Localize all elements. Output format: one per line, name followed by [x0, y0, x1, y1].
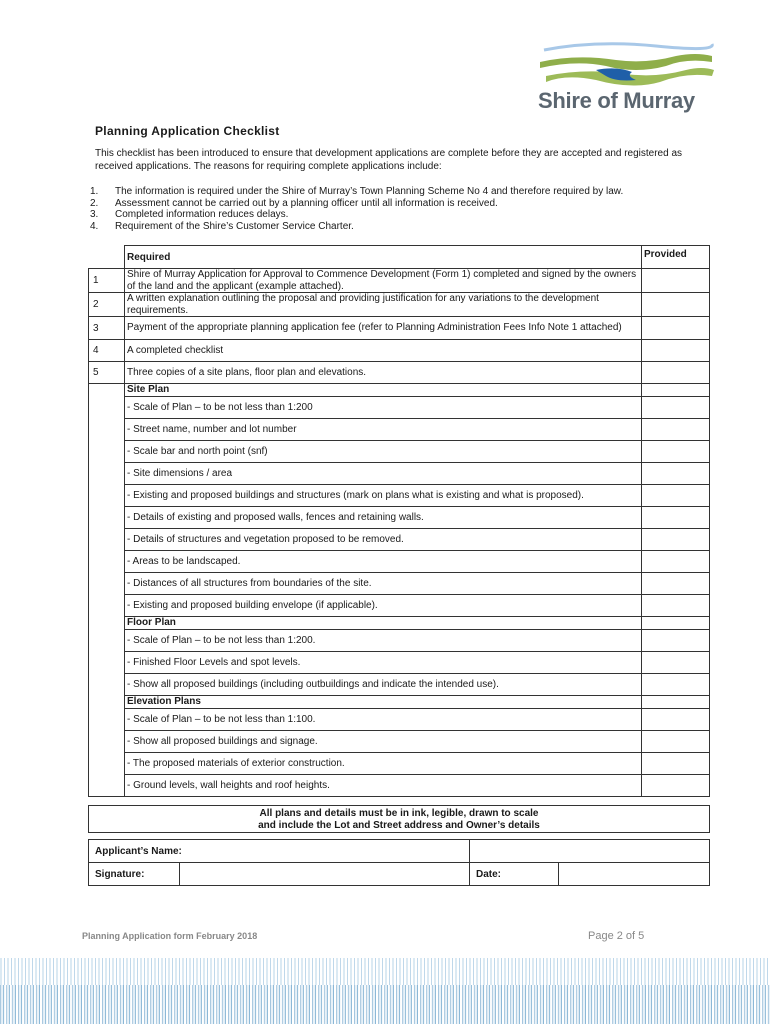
provided-cell[interactable] [642, 293, 710, 317]
row-text: - Site dimensions / area [125, 463, 642, 485]
provided-cell[interactable] [642, 696, 710, 709]
row-text: - The proposed materials of exterior construction. [125, 753, 642, 775]
provided-cell[interactable] [642, 485, 710, 507]
list-item [90, 198, 700, 210]
table-row [89, 397, 710, 419]
date-field[interactable] [559, 863, 710, 886]
table-row [89, 573, 710, 595]
applicant-name-field[interactable] [470, 840, 710, 863]
list-text: Assessment cannot be carried out by a planning officer until all information is received. [115, 197, 498, 209]
table-row [89, 652, 710, 674]
row-text: - Details of existing and proposed walls, fences and retaining walls. [125, 507, 642, 529]
table-row [89, 269, 710, 293]
column-header-required: Required [125, 246, 642, 269]
row-text: A written explanation outlining the proposal and providing justification for any variations to the development requirements. [125, 293, 642, 317]
table-row [89, 529, 710, 551]
row-number: 5 [89, 362, 125, 384]
provided-cell[interactable] [642, 652, 710, 674]
provided-cell[interactable] [642, 441, 710, 463]
section-heading-row [89, 384, 710, 397]
row-text: - Show all proposed buildings (including outbuildings and indicate the intended use). [125, 674, 642, 696]
table-row [89, 441, 710, 463]
page-title: Planning Application Checklist [95, 124, 280, 138]
provided-cell[interactable] [642, 674, 710, 696]
table-row [89, 362, 710, 384]
table-row [89, 507, 710, 529]
row-number: 3 [89, 317, 125, 340]
footer-page-number: Page 2 of 5 [588, 930, 645, 942]
provided-cell[interactable] [642, 397, 710, 419]
provided-cell[interactable] [642, 317, 710, 340]
row-text: Shire of Murray Application for Approval to Commence Development (Form 1) completed and signed by the owners of the land and the applicant (example attached). [125, 269, 642, 293]
row-text: - Distances of all structures from boundaries of the site. [125, 573, 642, 595]
final-note-line-2: and include the Lot and Street address and Owner’s details [258, 820, 540, 831]
date-label: Date: [470, 863, 559, 886]
list-text: Completed information reduces delays. [115, 209, 289, 220]
provided-cell[interactable] [642, 362, 710, 384]
provided-cell[interactable] [642, 419, 710, 441]
footer-form-name: Planning Application form February 2018 [82, 931, 258, 941]
list-item [90, 209, 700, 221]
provided-cell[interactable] [642, 595, 710, 617]
row-text: A completed checklist [125, 340, 642, 362]
table-row [89, 731, 710, 753]
elevation-plans-heading: Elevation Plans [125, 696, 642, 709]
floor-plan-heading: Floor Plan [125, 617, 642, 630]
table-row [89, 340, 710, 362]
table-row [89, 317, 710, 340]
blank-cell [89, 246, 125, 269]
row-text: - Street name, number and lot number [125, 419, 642, 441]
provided-cell[interactable] [642, 630, 710, 652]
row-text: - Details of structures and vegetation proposed to be removed. [125, 529, 642, 551]
list-item [90, 186, 700, 198]
table-row [89, 463, 710, 485]
table-row [89, 753, 710, 775]
final-note [88, 805, 710, 833]
row-text: - Ground levels, wall heights and roof heights. [125, 775, 642, 797]
row-text: - Scale bar and north point (snf) [125, 441, 642, 463]
list-number: 4. [90, 220, 99, 232]
provided-cell[interactable] [642, 551, 710, 573]
signature-label: Signature: [89, 863, 180, 886]
row-number: 1 [89, 269, 125, 293]
row-text: - Scale of Plan – to be not less than 1:200. [125, 630, 642, 652]
row-text: - Areas to be landscaped. [125, 551, 642, 573]
intro-paragraph: This checklist has been introduced to ensure that development applications are complete before they are accepted and registered as received applications. The reasons for requiring complete applications include: [95, 148, 683, 172]
table-row [89, 863, 710, 886]
row-text: - Existing and proposed buildings and structures (mark on plans what is existing and what is proposed). [125, 485, 642, 507]
table-row [89, 674, 710, 696]
column-header-provided: Provided [642, 246, 710, 269]
row-text: - Show all proposed buildings and signage. [125, 731, 642, 753]
row-text: - Existing and proposed building envelope (if applicable). [125, 595, 642, 617]
table-row [89, 775, 710, 797]
signature-table [88, 839, 710, 886]
table-row [89, 630, 710, 652]
row-number: 4 [89, 340, 125, 362]
list-number: 3. [90, 209, 99, 220]
list-item [90, 221, 700, 233]
row-text: - Scale of Plan – to be not less than 1:200 [125, 397, 642, 419]
table-row [89, 595, 710, 617]
provided-cell[interactable] [642, 753, 710, 775]
table-row [89, 293, 710, 317]
final-note-line-1: All plans and details must be in ink, legible, drawn to scale [259, 808, 539, 819]
table-row [89, 419, 710, 441]
provided-cell[interactable] [642, 573, 710, 595]
provided-cell[interactable] [642, 269, 710, 293]
signature-field[interactable] [180, 863, 470, 886]
decorative-band [0, 985, 770, 1024]
table-row [89, 840, 710, 863]
section-heading-row [89, 617, 710, 630]
list-text: Requirement of the Shire’s Customer Service Charter. [115, 220, 354, 232]
table-header-row [89, 246, 710, 269]
provided-cell[interactable] [642, 463, 710, 485]
section-heading-row [89, 696, 710, 709]
row-text: Three copies of a site plans, floor plan and elevations. [125, 362, 642, 384]
provided-cell[interactable] [642, 507, 710, 529]
provided-cell[interactable] [642, 384, 710, 397]
provided-cell[interactable] [642, 529, 710, 551]
table-row [89, 551, 710, 573]
applicant-name-label: Applicant’s Name: [89, 840, 470, 863]
organisation-name: Shire of Murray [538, 88, 695, 113]
checklist-table [88, 245, 710, 797]
provided-cell[interactable] [642, 340, 710, 362]
provided-cell[interactable] [642, 617, 710, 630]
provided-cell[interactable] [642, 709, 710, 731]
row-text: Payment of the appropriate planning application fee (refer to Planning Administration Fees Info Note 1 attached) [125, 317, 642, 340]
list-number: 1. [90, 186, 99, 197]
list-text: The information is required under the Shire of Murray’s Town Planning Scheme No 4 and therefore required by law. [115, 186, 624, 197]
reasons-list [90, 186, 700, 232]
provided-cell[interactable] [642, 731, 710, 753]
blank-cell [89, 384, 125, 797]
list-number: 2. [90, 197, 99, 209]
table-row [89, 709, 710, 731]
row-number: 2 [89, 293, 125, 317]
row-text: - Scale of Plan – to be not less than 1:100. [125, 709, 642, 731]
row-text: - Finished Floor Levels and spot levels. [125, 652, 642, 674]
site-plan-heading: Site Plan [125, 384, 642, 397]
table-row [89, 485, 710, 507]
provided-cell[interactable] [642, 775, 710, 797]
